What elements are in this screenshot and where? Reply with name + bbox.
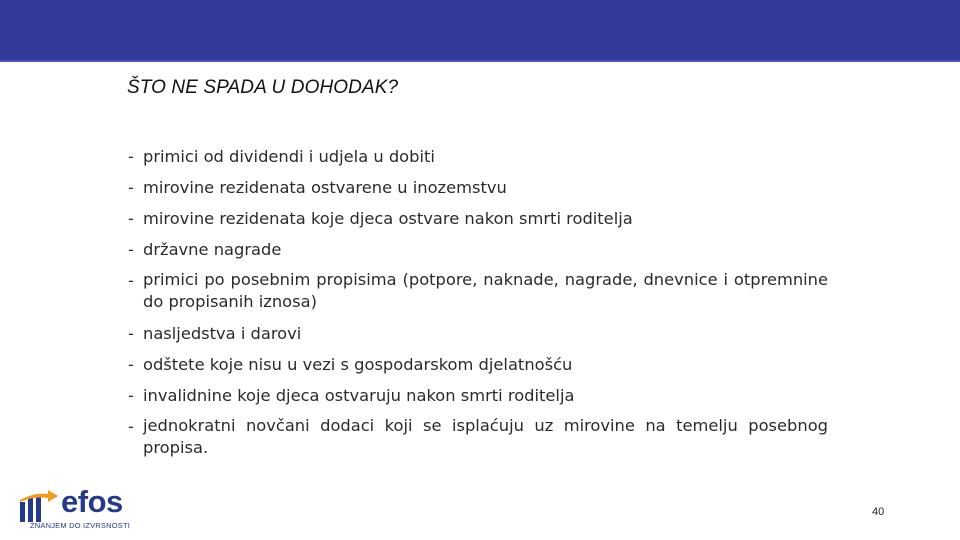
page-number: 40 xyxy=(872,506,885,518)
logo-tagline: ZNANJEM DO IZVRSNOSTI xyxy=(30,521,131,530)
bullet-dash: - xyxy=(128,209,134,228)
logo-wordmark: efos xyxy=(61,484,123,519)
header-bar-underline xyxy=(0,60,960,62)
list-item-text: primici po posebnim propisima (potpore, naknade, nagrade, dnevnice i otpremnine do propisanih iznosa) xyxy=(143,270,828,311)
list-item-text: mirovine rezidenata ostvarene u inozemstvu xyxy=(143,178,507,197)
bullet-dash: - xyxy=(128,240,134,259)
list-item-text: invalidnine koje djeca ostvaruju nakon smrti roditelja xyxy=(143,386,575,405)
list-item xyxy=(128,380,828,411)
list-item-text: nasljedstva i darovi xyxy=(143,324,302,343)
bullet-dash: - xyxy=(128,178,134,197)
bullet-dash: - xyxy=(128,271,134,290)
bullet-dash: - xyxy=(128,386,134,405)
list-item xyxy=(128,234,828,265)
list-item xyxy=(128,349,828,380)
bullet-list xyxy=(128,141,828,464)
header-bar xyxy=(0,0,960,60)
bullet-dash: - xyxy=(128,147,134,166)
list-item-text: odštete koje nisu u vezi s gospodarskom djelatnošću xyxy=(143,355,573,374)
list-item-text: državne nagrade xyxy=(143,240,282,259)
bullet-dash: - xyxy=(128,324,134,343)
list-item xyxy=(128,141,828,172)
list-item-text: mirovine rezidenata koje djeca ostvare nakon smrti roditelja xyxy=(143,209,633,228)
list-item xyxy=(128,318,828,349)
list-item xyxy=(128,172,828,203)
list-item xyxy=(128,203,828,234)
efos-logo xyxy=(18,484,143,532)
list-item-text: jednokratni novčani dodaci koji se isplaćuju uz mirovine na temelju posebnog propisa. xyxy=(143,416,828,457)
list-item xyxy=(128,265,828,318)
bullet-dash: - xyxy=(128,355,134,374)
bar-chart-arrow-icon xyxy=(18,488,66,524)
list-item xyxy=(128,411,828,464)
slide-title: ŠTO NE SPADA U DOHODAK? xyxy=(127,77,399,98)
bullet-dash: - xyxy=(128,417,134,436)
list-item-text: primici od dividendi i udjela u dobiti xyxy=(143,147,435,166)
